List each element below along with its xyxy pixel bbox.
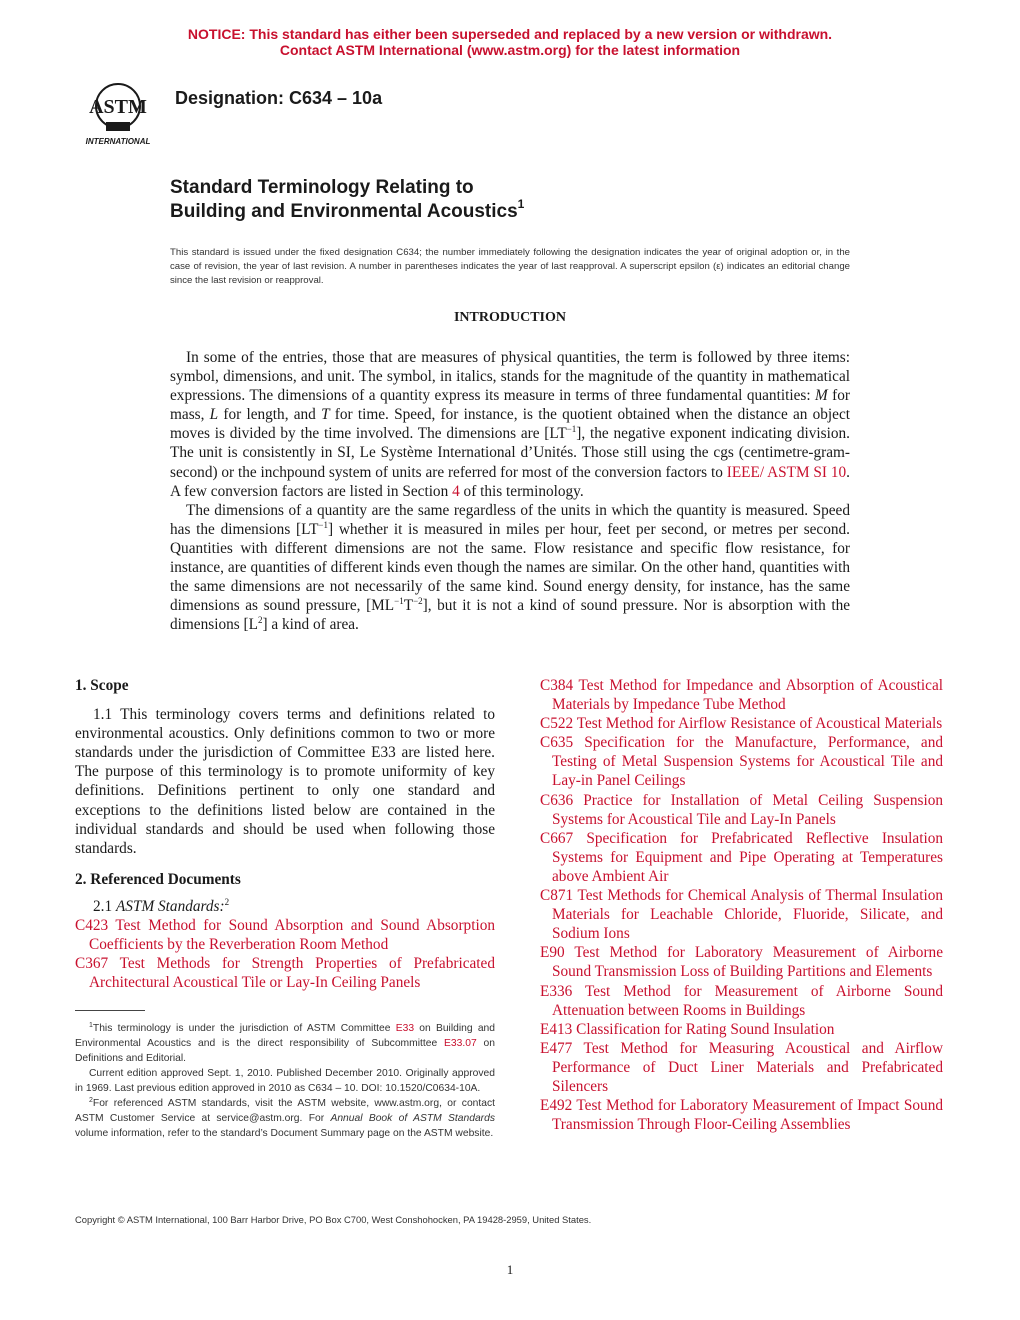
reference-code: E477	[540, 1039, 573, 1057]
text-run: for length, and	[218, 406, 322, 424]
reference-code: C423	[75, 917, 109, 935]
reference-item[interactable]	[75, 916, 495, 954]
text-run: ], but it is not a kind of sound pressure. Nor is absorption with the dimensions [L	[170, 597, 851, 634]
right-column	[540, 676, 943, 1134]
reference-code: C384	[540, 677, 574, 694]
astm-logo	[76, 76, 160, 148]
reference-item[interactable]	[540, 886, 943, 943]
reference-item[interactable]	[75, 954, 495, 992]
copyright-notice: Copyright © ASTM International, 100 Barr Harbor Drive, PO Box C700, West Conshohocken, PA 19428-2959, United States.	[75, 1214, 592, 1225]
footnote-divider	[75, 1010, 145, 1011]
text-run: ] a kind of area.	[262, 616, 359, 634]
footnote-2	[75, 1096, 495, 1141]
intro-paragraph-2	[170, 501, 850, 635]
reference-item[interactable]	[540, 676, 943, 714]
text-run: of this terminology.	[459, 482, 584, 500]
issued-note: This standard is issued under the fixed designation C634; the number immediately following the designation indicates the year of original adoption or, in the case of revision, the year of last revision. A number in parentheses indicates the year of last reapproval. A superscript epsilon (ε) indicates an editorial change since the last revision or reapproval.	[170, 247, 850, 286]
footnote-mark: 2	[89, 1097, 93, 1104]
exponent: −1	[566, 424, 577, 435]
reference-title: Test Method for Impedance and Absorption of Acoustical Materials by Impedance Tube Method	[552, 677, 943, 714]
reference-code: C871	[540, 887, 574, 905]
notice-line-2: Contact ASTM International (www.astm.org) for the latest information	[279, 42, 741, 58]
page-number: 1	[506, 1262, 514, 1277]
title-line-2	[170, 197, 525, 224]
reference-title: Test Method for Measurement of Airborne Sound Attenuation between Rooms in Buildings	[552, 982, 943, 1019]
footnote-edition: Current edition approved Sept. 1, 2010. Published December 2010. Originally approved in 1969. Last previous edition approved in 2010 as C634 – 10. DOI: 10.1520/C0634-10A.	[75, 1068, 495, 1094]
footnote-1	[75, 1021, 495, 1066]
ieee-si10-link[interactable]: IEEE/ ASTM SI 10	[726, 463, 847, 481]
symbol-time: T	[321, 406, 330, 424]
subcommittee-e33-07-link[interactable]: E33.07	[444, 1038, 477, 1049]
introduction-heading: INTRODUCTION	[453, 310, 566, 325]
reference-title: Specification for the Manufacture, Performance, and Testing of Metal Suspension Systems for Acoustical Tile and Lay-in Panel Ceilings	[552, 734, 944, 790]
reference-item[interactable]	[540, 733, 943, 790]
text-run: volume information, refer to the standard’s Document Summary page on the ASTM website.	[75, 1128, 494, 1139]
reference-item[interactable]	[540, 1020, 943, 1039]
reference-title: Test Method for Laboratory Measurement of Impact Sound Transmission Through Floor-Ceiling Assemblies	[552, 1097, 943, 1134]
reference-code: E413	[540, 1020, 573, 1038]
reference-title: Specification for Prefabricated Reflective Insulation Systems for Equipment and Pipe Operating at Temperatures above Ambient Air	[552, 829, 944, 885]
reference-code: C636	[540, 791, 574, 809]
reference-item[interactable]	[540, 1039, 943, 1096]
text-run: on Definitions and Editorial.	[75, 1038, 495, 1064]
title-footnote-mark[interactable]: 1	[517, 197, 525, 211]
exponent: 2	[257, 615, 263, 626]
reference-item[interactable]	[540, 791, 943, 829]
text-run: The dimensions of a quantity are the same regardless of the units in which the quantity is measured. Speed has the dimensions [LT	[170, 501, 850, 538]
exponent: −1	[394, 596, 404, 607]
withdrawal-notice	[0, 26, 1020, 58]
astm-standards-subheading	[75, 897, 495, 916]
reference-code: C667	[540, 829, 574, 847]
reference-code: E336	[540, 982, 573, 1000]
text-run: on Building and Environmental Acoustics and is the direct responsibility of Subcommittee	[75, 1023, 496, 1049]
symbol-length: L	[209, 406, 219, 424]
text-run: for time. Speed, for instance, is the quotient obtained when the distance an object moves is divided by the time involved. The dimensions are [LT	[170, 406, 851, 443]
reference-item[interactable]	[540, 943, 943, 981]
logo-letters: ASTM	[89, 96, 147, 118]
text-run: In some of the entries, those that are measures of physical quantities, the term is followed by three items: symbol, dimensions, and unit. The symbol, in italics, stands for the magnitude of the quantity in mathematical expressions. The dimensions of a quantity express its measure in terms of three fundamental quantities:	[170, 349, 850, 405]
scope-text: 1.1 This terminology covers terms and definitions related to environmental acoustics. Only definitions common to two or more standards under the jurisdiction of Committee E33 are listed here. The purpose of this terminology is to promote uniformity of key definitions. Definitions pertinent to only one standard and exceptions to the definitions listed below are contained in the individual standards and should be used when following those standards.	[75, 706, 495, 857]
text-run: ], the negative exponent indicating division. The unit is consistently in SI, Le Système International d’Unités. Those still using the cgs (centimetre-gram-second) or the inchpound system of units are referred for most of the conversion factors to	[170, 425, 850, 481]
text-run: This terminology is under the jurisdiction of ASTM Committee	[92, 1023, 396, 1034]
title-line-1: Standard Terminology Relating to	[170, 177, 474, 198]
footnote-mark: 1	[89, 1022, 93, 1029]
reference-title: Test Methods for Chemical Analysis of Thermal Insulation Materials for Leachable Chloride, Fluoride, Silicate, and Sodium Ions	[552, 887, 943, 943]
text-run: ] whether it is measured in miles per hour, feet per second, or metres per second. Quantities with different dimensions are not the same. Flow resistance and specific flow resistance, for instance, are quantities of different kinds even though the names are similar. On the other hand, quantities with the same dimensions are not necessarily of the same kind. Sound energy density, for instance, has the same dimensions as sound pressure, [ML	[170, 520, 850, 615]
intro-paragraph-1	[170, 348, 850, 501]
reference-title: Test Method for Sound Absorption and Sound Absorption Coefficients by the Reverberation Room Method	[89, 917, 495, 954]
section-4-link[interactable]: 4	[452, 482, 460, 500]
exponent: −1	[318, 519, 328, 530]
reference-item[interactable]	[540, 982, 943, 1020]
reference-item[interactable]	[540, 1096, 943, 1134]
text-run: For referenced ASTM standards, visit the ASTM website, www.astm.org, or contact ASTM Customer Service at service@astm.org. For	[75, 1098, 495, 1124]
reference-code: E90	[540, 944, 565, 962]
referenced-documents-heading: 2. Referenced Documents	[75, 870, 241, 888]
footnotes	[75, 1021, 495, 1141]
introduction-body	[170, 348, 850, 634]
reference-code: C635	[540, 734, 574, 752]
subheading-number: 2.1	[93, 897, 116, 915]
designation: Designation: C634 – 10a	[175, 88, 383, 108]
reference-title: Test Method for Measuring Acoustical and Airflow Performance of Duct Liner Materials and Prefabricated Silencers	[552, 1039, 943, 1095]
title-line-2-text: Building and Environmental Acoustics	[170, 201, 518, 222]
committee-e33-link[interactable]: E33	[395, 1023, 415, 1034]
reference-title: Practice for Installation of Metal Ceiling Suspension Systems for Acoustical Tile and Lay-In Panels	[552, 791, 943, 828]
reference-title: Test Method for Laboratory Measurement of Airborne Sound Transmission Loss of Building Partitions and Elements	[552, 944, 943, 981]
notice-line-1: NOTICE: This standard has either been superseded and replaced by a new version or withdrawn.	[187, 26, 833, 42]
reference-code: C367	[75, 955, 109, 973]
text-run: T	[403, 597, 414, 615]
reference-code: C522	[540, 715, 574, 733]
reference-title: Test Methods for Strength Properties of Prefabricated Architectural Acoustical Tile or Lay-In Ceiling Panels	[89, 955, 495, 992]
subheading-footnote-mark[interactable]: 2	[224, 896, 230, 907]
exponent: −2	[413, 596, 423, 607]
symbol-mass: M	[814, 387, 828, 405]
logo-caption: INTERNATIONAL	[85, 137, 151, 146]
reference-title: Classification for Rating Sound Insulation	[576, 1020, 835, 1038]
reference-code: E492	[540, 1097, 573, 1115]
text-run: . A few conversion factors are listed in Section	[170, 463, 850, 500]
left-column	[75, 676, 495, 992]
subheading-label: ASTM Standards:	[115, 897, 225, 915]
text-run: for mass,	[170, 387, 850, 424]
reference-item[interactable]	[540, 829, 943, 886]
document-title	[170, 176, 524, 224]
scope-heading: 1. Scope	[75, 677, 129, 694]
annual-book-title: Annual Book of ASTM Standards	[330, 1113, 495, 1124]
reference-title: Test Method for Airflow Resistance of Acoustical Materials	[576, 715, 943, 733]
reference-item[interactable]	[540, 714, 943, 733]
